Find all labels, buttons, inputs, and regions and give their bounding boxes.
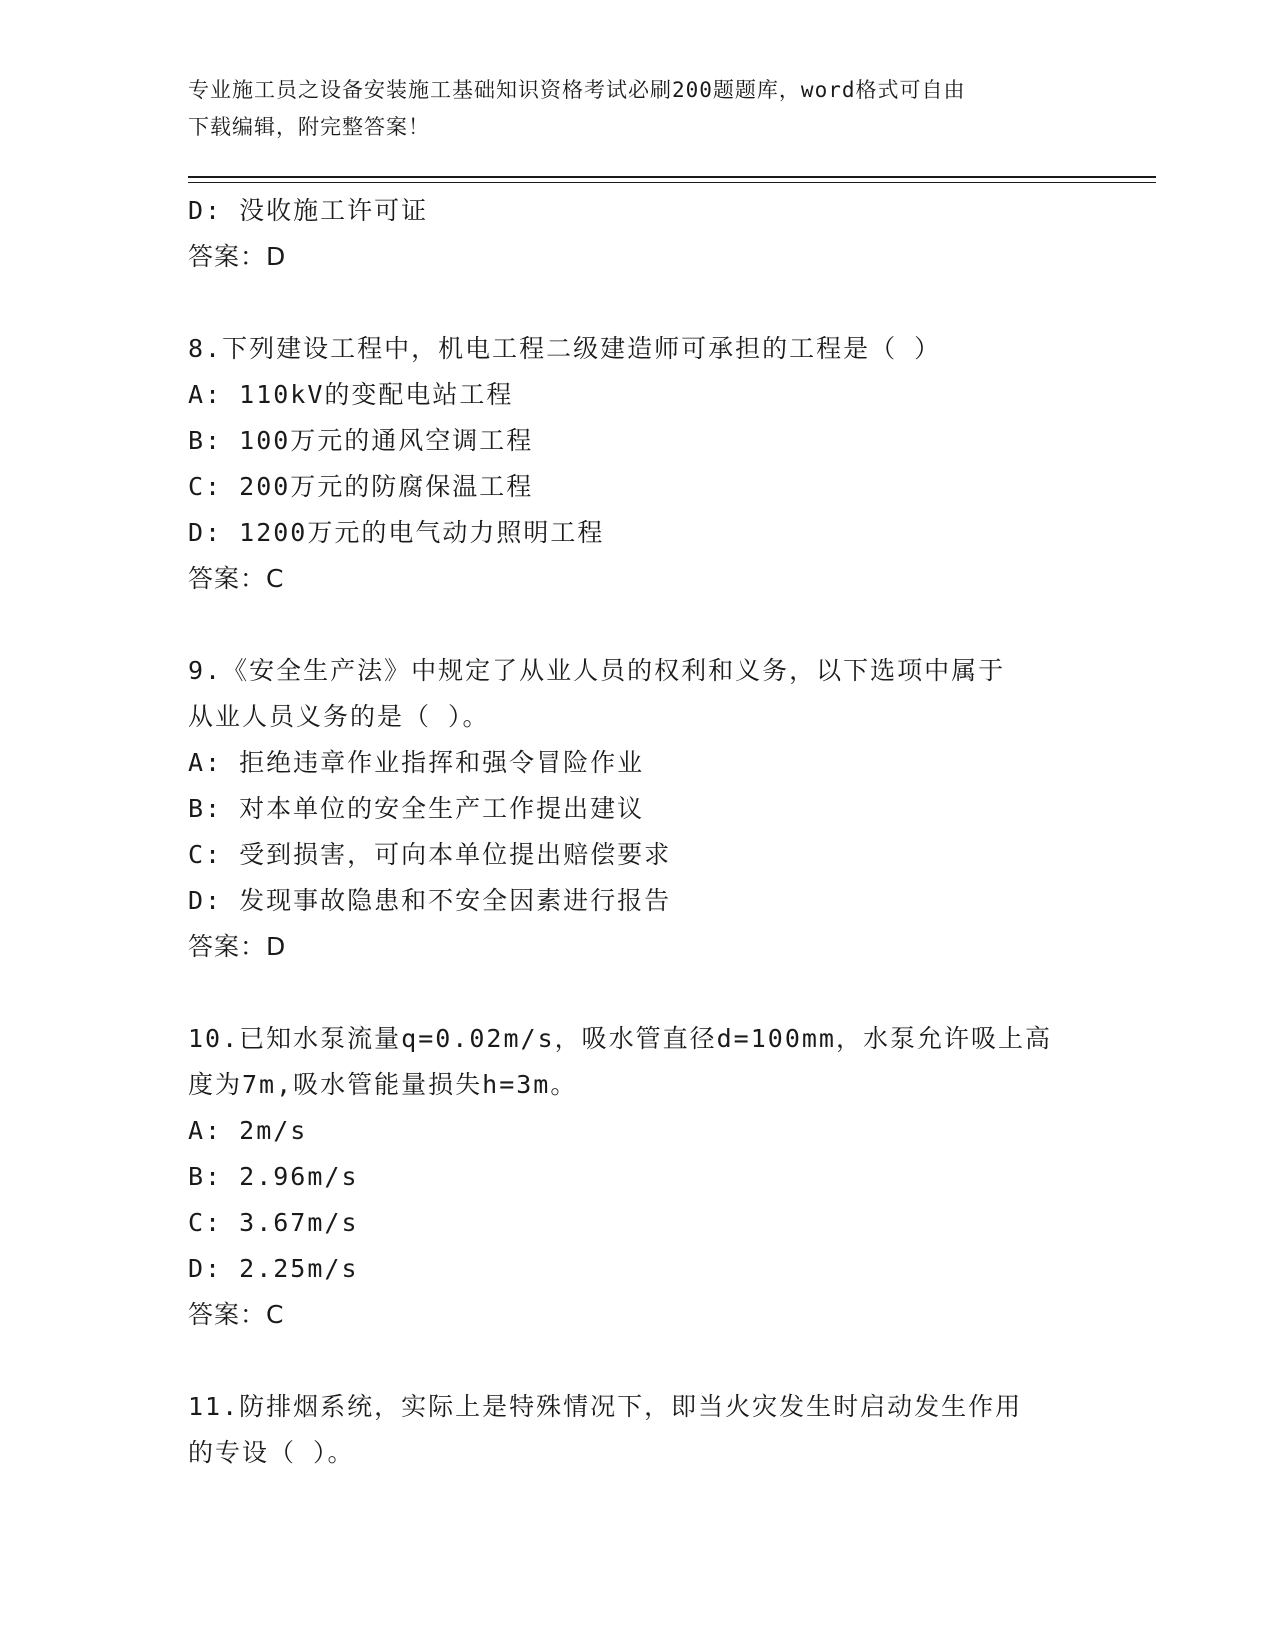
question-stem: 9.《安全生产法》中规定了从业人员的权利和义务，以下选项中属于 — [188, 656, 1006, 685]
option-a: A: 2m/s — [188, 1116, 308, 1145]
spacer — [188, 602, 1088, 648]
option-c: C: 3.67m/s — [188, 1208, 359, 1237]
header-divider-thin — [188, 182, 1156, 183]
option-c: C: 200万元的防腐保温工程 — [188, 472, 534, 501]
option-d: D: 2.25m/s — [188, 1254, 359, 1283]
option-c: C: 受到损害，可向本单位提出赔偿要求 — [188, 840, 672, 869]
option-b: B: 100万元的通风空调工程 — [188, 426, 534, 455]
question-stem-continued: 从业人员义务的是（ ）。 — [188, 702, 490, 731]
question-stem: 8.下列建设工程中，机电工程二级建造师可承担的工程是（ ） — [188, 334, 942, 363]
question-8 — [188, 326, 1088, 602]
option-b: B: 对本单位的安全生产工作提出建议 — [188, 794, 645, 823]
spacer — [188, 280, 1088, 326]
spacer — [188, 970, 1088, 1016]
spacer — [188, 1338, 1088, 1384]
document-header — [188, 72, 1068, 146]
option-a: A: 拒绝违章作业指挥和强令冒险作业 — [188, 748, 645, 777]
header-divider-thick — [188, 176, 1156, 178]
option-d: D: 发现事故隐患和不安全因素进行报告 — [188, 886, 672, 915]
answer-line: 答案：C — [188, 1300, 285, 1329]
question-stem-continued: 的专设（ ）。 — [188, 1438, 355, 1467]
answer-line: 答案：D — [188, 242, 287, 271]
option-a: A: 110kV的变配电站工程 — [188, 380, 514, 409]
header-line-2: 下载编辑，附完整答案！ — [188, 115, 430, 139]
question-11 — [188, 1384, 1088, 1476]
question-stem-continued: 度为7m,吸水管能量损失h=3m。 — [188, 1070, 578, 1099]
option-d: D: 1200万元的电气动力照明工程 — [188, 518, 605, 547]
header-line-1: 专业施工员之设备安装施工基础知识资格考试必刷200题题库，word格式可自由 — [188, 78, 966, 102]
question-10 — [188, 1016, 1088, 1338]
option-d: D: 没收施工许可证 — [188, 196, 429, 225]
option-b: B: 2.96m/s — [188, 1162, 359, 1191]
question-9 — [188, 648, 1088, 970]
question-list — [188, 188, 1088, 1476]
answer-line: 答案：D — [188, 932, 287, 961]
question-stem: 10.已知水泵流量q=0.02m/s，吸水管直径d=100mm，水泵允许吸上高 — [188, 1024, 1052, 1053]
question-stem: 11.防排烟系统，实际上是特殊情况下，即当火灾发生时启动发生作用 — [188, 1392, 1023, 1421]
answer-line: 答案：C — [188, 564, 285, 593]
